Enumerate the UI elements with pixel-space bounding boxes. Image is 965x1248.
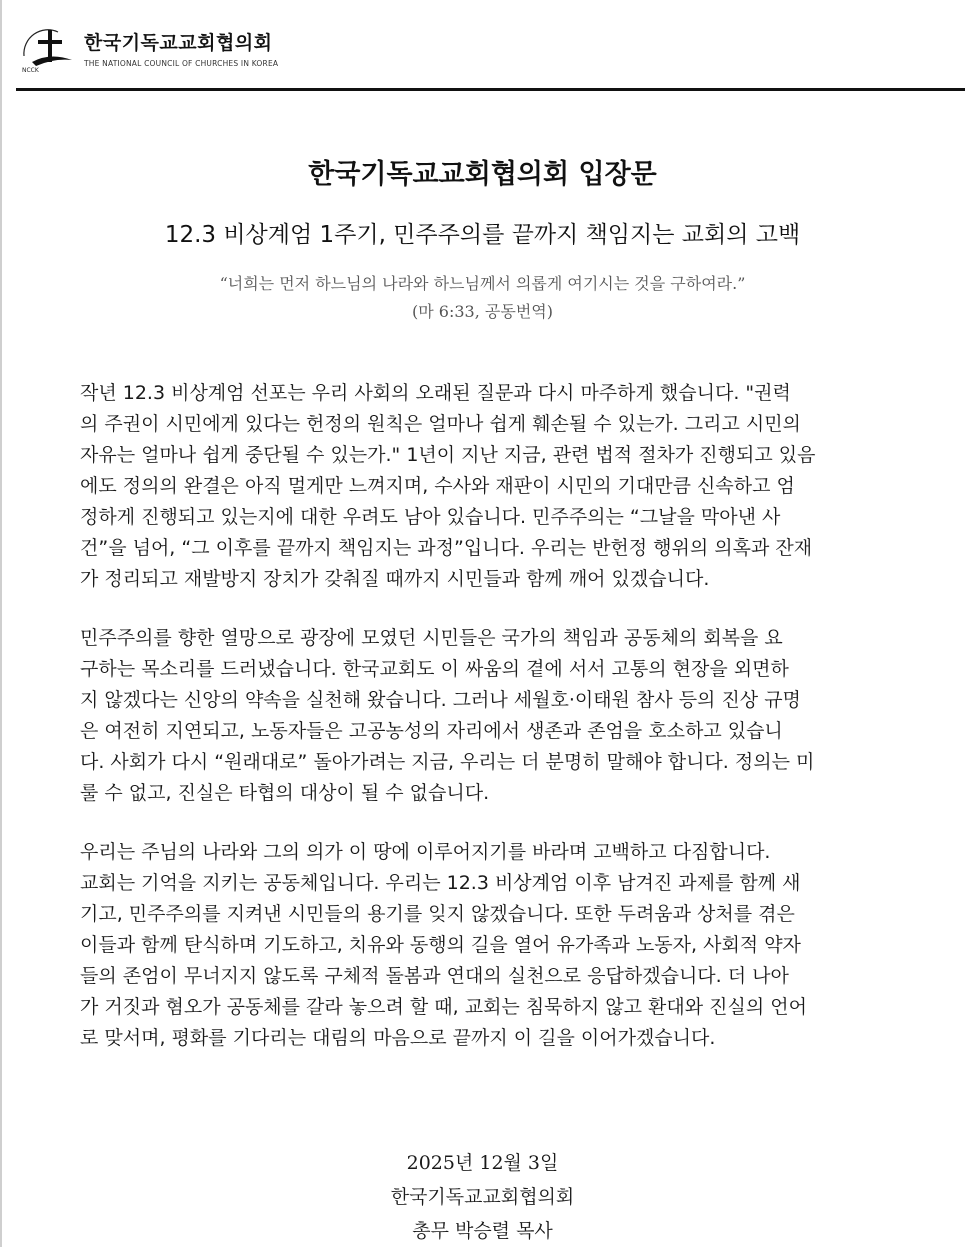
text-line: 기고, 민주주의를 지켜낸 시민들의 용기를 잊지 않겠습니다. 또한 두려움과 상처를 겪은: [80, 903, 795, 925]
org-name-ko: 한국기독교교회협의회: [84, 32, 273, 54]
text-line: 가 정리되고 재발방지 장치가 갖춰질 때까지 시민들과 함께 깨어 있겠습니다.: [80, 568, 710, 590]
letterhead: [18, 22, 618, 74]
text-line: 우리는 주님의 나라와 그의 의가 이 땅에 이루어지기를 바라며 고백하고 다짐합니다.: [80, 841, 771, 863]
statement-date: 2025년 12월 3일: [406, 1152, 559, 1174]
verse-text: “너희는 먼저 하느님의 나라와 하느님께서 의롭게 여기시는 것을 구하여라.”: [219, 274, 746, 293]
text-line: 건”을 넘어, “그 이후를 끝까지 책임지는 과정”입니다. 우리는 반헌정 행위의 의혹과 잔재: [80, 537, 813, 559]
logo-text: NCCK: [22, 67, 39, 74]
text-line: 이들과 함께 탄식하며 기도하고, 치유와 동행의 길을 열어 유가족과 노동자, 사회적 약자: [80, 934, 801, 956]
scripture-quote: [0, 270, 965, 326]
ncck-logo-icon: [18, 22, 78, 74]
document-title: 한국기독교교회협의회 입장문: [308, 159, 657, 190]
text-line: 교회는 기억을 지키는 공동체입니다. 우리는 12.3 비상계엄 이후 남겨진 과제를 함께 새: [80, 872, 801, 894]
document-subtitle: 12.3 비상계엄 1주기, 민주주의를 끝까지 책임지는 교회의 고백: [164, 222, 801, 248]
org-names: [84, 28, 278, 68]
text-line: 에도 정의의 완결은 아직 멀게만 느껴지며, 수사와 재판이 시민의 기대만큼 신속하고 엄: [80, 475, 795, 497]
statement-body: [80, 378, 936, 1082]
paragraph-3: [80, 837, 936, 1054]
signature-block: [0, 1146, 965, 1248]
text-line: 자유는 얼마나 쉽게 중단될 수 있는가." 1년이 지난 지금, 관련 법적 절차가 진행되고 있음: [80, 444, 816, 466]
text-line: 민주주의를 향한 열망으로 광장에 모였던 시민들은 국가의 책임과 공동체의 회복을 요: [80, 627, 783, 649]
text-line: 다. 사회가 다시 “원래대로” 돌아가려는 지금, 우리는 더 분명히 말해야 합니다. 정의는 미: [80, 751, 815, 773]
header-divider: [16, 88, 965, 91]
text-line: 의 주권이 시민에게 있다는 헌정의 원칙은 얼마나 쉽게 훼손될 수 있는가. 그리고 시민의: [80, 413, 801, 435]
text-line: 들의 존엄이 무너지지 않도록 구체적 돌봄과 연대의 실천으로 응답하겠습니다. 더 나아: [80, 965, 789, 987]
text-line: 은 여전히 지연되고, 노동자들은 고공농성의 자리에서 생존과 존엄을 호소하고 있습니: [80, 720, 783, 742]
text-line: 룰 수 없고, 진실은 타협의 대상이 될 수 없습니다.: [80, 782, 490, 804]
org-name-en: THE NATIONAL COUNCIL OF CHURCHES IN KOREA: [84, 59, 279, 68]
text-line: 가 거짓과 혐오가 공동체를 갈라 놓으려 할 때, 교회는 침묵하지 않고 환대와 진실의 언어: [80, 996, 807, 1018]
paragraph-2: [80, 623, 936, 809]
text-line: 작년 12.3 비상계엄 선포는 우리 사회의 오래된 질문과 다시 마주하게 했습니다. "권력: [80, 382, 791, 404]
verse-reference: (마 6:33, 공동번역): [412, 302, 553, 321]
text-line: 구하는 목소리를 드러냈습니다. 한국교회도 이 싸움의 곁에 서서 고통의 현장을 외면하: [80, 658, 789, 680]
text-line: 지 않겠다는 신앙의 약속을 실천해 왔습니다. 그러나 세월호·이태원 참사 등의 진상 규명: [80, 689, 801, 711]
signature-signer: 총무 박승렬 목사: [412, 1220, 553, 1242]
signature-organization: 한국기독교교회협의회: [390, 1186, 575, 1208]
text-line: 정하게 진행되고 있는지에 대한 우려도 남아 있습니다. 민주주의는 “그날을 막아낸 사: [80, 506, 781, 528]
paragraph-1: [80, 378, 936, 595]
text-line: 로 맞서며, 평화를 기다리는 대림의 마음으로 끝까지 이 길을 이어가겠습니다.: [80, 1027, 716, 1049]
